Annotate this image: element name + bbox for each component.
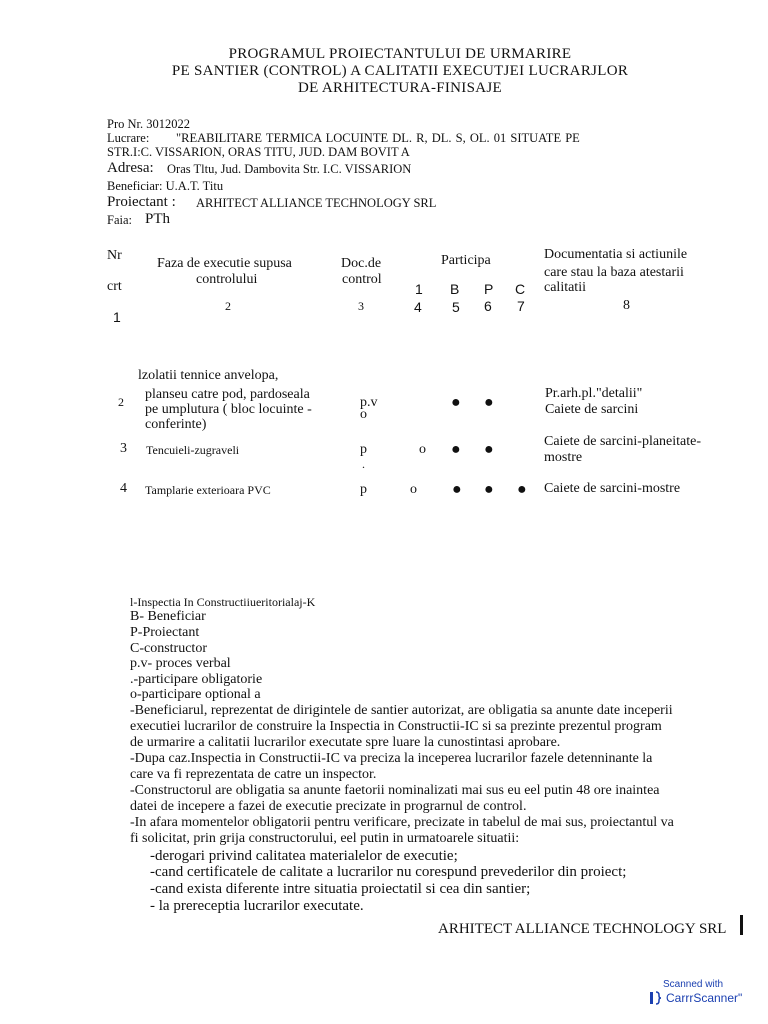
title-line-1: PROGRAMUL PROIECTANTULUI DE URMARIRE (228, 46, 572, 62)
adresa-label: Adresa: (107, 160, 154, 176)
header-documentatia-1: Documentatia si actiunile (544, 247, 688, 262)
proiectant-text: ARHITECT ALLIANCE TECHNOLOGY SRL (196, 196, 437, 210)
title-line-3: DE ARHITECTURA-FINISAJE (298, 80, 502, 96)
lucrare-text-2: STR.I:C. VISSARION, ORAS TITU, JUD. DAM BOVIT A (107, 145, 410, 159)
row-2-nr: 2 (118, 395, 124, 409)
faza-text: PTh (145, 211, 171, 227)
paragraph-line-4: -Dupa caz.Inspectia in Constructii-IC va preciza la inceperea lucrarilor fazele detenninante la (130, 751, 653, 766)
header-participa: Participa (441, 253, 491, 268)
situation-item-3: -cand exista diferente intre situatia proiectatil si cea din santier; (150, 881, 531, 897)
row-2-documentatia-1: Pr.arh.pl."detalii" (545, 386, 643, 401)
paragraph-line-6: -Constructorul are obligatia sa anunte faetorii nominalizati mai sus eu eel putin 48 ore inaintea (130, 783, 660, 798)
paragraph-line-1: -Beneficiarul, reprezentat de dirigintele de santier autorizat, are obligatia sa anunte date inceperii (130, 703, 673, 718)
row-3-faza: Tencuieli-zugraveli (146, 443, 240, 457)
header-nr: Nr (107, 248, 122, 263)
row-2-pre-text: lzolatii tennice anvelopa, (138, 368, 279, 383)
paragraph-line-7: datei de incepere a fazei de executie precizate in prograrnul de control. (130, 799, 527, 814)
header-faza-2: controlului (196, 272, 258, 287)
col-index-8: 8 (623, 298, 630, 313)
legend-participare-obligatorie: .-participare obligatorie (130, 672, 263, 687)
row-2-faza-2: pe umplutura ( bloc locuinte - (145, 402, 312, 417)
col-index-6: 6 (484, 298, 492, 314)
title-line-2: PE SANTIER (CONTROL) A CALITATII EXECUTJEI LUCRARJLOR (171, 63, 629, 79)
header-crt: crt (107, 279, 122, 294)
col-index-4: 4 (414, 299, 422, 315)
row-2-beneficiar-mark: ● (451, 394, 461, 411)
row-3-doc-2: . (362, 457, 365, 471)
scanner-logo-icon (650, 991, 662, 1005)
row-2-proiectant-mark: ● (484, 394, 494, 411)
beneficiar: Beneficiar: U.A.T. Titu (107, 179, 224, 193)
header-doc-2: control (342, 272, 382, 287)
proiectant-label: Proiectant : (107, 194, 176, 210)
lucrare-text: "REABILITARE TERMICA LOCUINTE DL. R, DL. S, OL. 01 SITUATE PE (176, 131, 580, 145)
legend-constructor: C-constructor (130, 641, 207, 656)
row-2-faza-3: conferinte) (145, 417, 207, 432)
col-index-1: 1 (113, 309, 121, 325)
situation-item-4: - la prereceptia lucrarilor executate. (150, 898, 364, 914)
row-3-documentatia-1: Caiete de sarcini-planeitate- (544, 434, 702, 449)
col-index-5: 5 (452, 299, 460, 315)
legend-proiectant: P-Proiectant (130, 625, 200, 640)
row-3-documentatia-2: mostre (544, 450, 583, 465)
col-index-3: 3 (358, 299, 364, 313)
legend-inspectia: l-Inspectia In Constructiiueritorialaj-K (130, 595, 316, 609)
lucrare-label: Lucrare: (107, 131, 150, 145)
col-index-7: 7 (517, 298, 525, 314)
row-4-faza: Tamplarie exterioara PVC (145, 483, 271, 497)
header-faza-1: Faza de executie supusa (157, 256, 292, 271)
scanner-watermark-line-1: Scanned with (663, 979, 724, 990)
situation-item-2: -cand certificatele de calitate a lucrarilor nu corespund prevederilor din proiect; (150, 864, 627, 880)
row-3-doc-1: p (360, 442, 367, 457)
col-index-2: 2 (225, 299, 231, 313)
row-4-constructor-mark: ● (517, 481, 527, 498)
signature-mark (740, 915, 743, 935)
row-3-beneficiar-mark: ● (451, 441, 461, 458)
legend-proces-verbal: p.v- proces verbal (130, 656, 231, 671)
paragraph-line-2: executiei lucrarilor de construire la Inspectia in Constructii-IC si sa prezinte prezentul program (130, 719, 662, 734)
row-2-doc-1: p.v (360, 395, 378, 410)
row-4-doc: p (360, 482, 367, 497)
paragraph-line-3: de urmarire a calitatii lucrarilor executate spre luare la cunostintasi aprobare. (130, 735, 561, 750)
scanner-watermark-line-2: CarrrScanner" (666, 991, 743, 1005)
row-3-inspectia-mark: o (419, 442, 426, 457)
scanner-logo-svg (650, 991, 662, 1005)
paragraph-line-5: care va fi reprezentata de catre un inspector. (130, 767, 377, 782)
faza-label: Faia: (107, 213, 132, 227)
header-p-inspectia: 1 (415, 281, 423, 297)
row-4-nr: 4 (120, 481, 127, 496)
row-4-inspectia-mark: o (410, 482, 417, 497)
header-documentatia-2: care stau la baza atestarii (544, 265, 684, 280)
row-3-nr: 3 (120, 441, 127, 456)
row-2-doc-2: o (360, 407, 367, 422)
header-documentatia-3: calitatii (544, 280, 586, 295)
row-2-faza-1: planseu catre pod, pardoseala (145, 387, 310, 402)
header-p-beneficiar: B (450, 281, 460, 297)
legend-beneficiar: B- Beneficiar (130, 609, 206, 624)
situation-item-1: -derogari privind calitatea materialelor de executie; (150, 848, 458, 864)
signature-company: ARHITECT ALLIANCE TECHNOLOGY SRL (438, 921, 727, 937)
legend-participare-optionala: o-participare optional a (130, 687, 261, 702)
row-4-beneficiar-mark: ● (452, 481, 462, 498)
paragraph-line-8: -In afara momentelor obligatorii pentru verificare, precizate in tabelul de mai sus, proiectantul va (130, 815, 674, 830)
row-3-proiectant-mark: ● (484, 441, 494, 458)
project-number: Pro Nr. 3012022 (107, 117, 190, 131)
header-p-proiectant: P (484, 281, 494, 297)
row-4-documentatia: Caiete de sarcini-mostre (544, 481, 681, 496)
header-p-constructor: C (515, 281, 526, 297)
adresa-text: Oras Tltu, Jud. Dambovita Str. I.C. VISSARION (167, 162, 412, 176)
row-4-proiectant-mark: ● (484, 481, 494, 498)
row-2-documentatia-2: Caiete de sarcini (545, 402, 639, 417)
header-doc-1: Doc.de (341, 256, 382, 271)
paragraph-line-9: fi solicitat, prin grija constructorului, eel putin in urmatoarele situatii: (130, 831, 520, 846)
